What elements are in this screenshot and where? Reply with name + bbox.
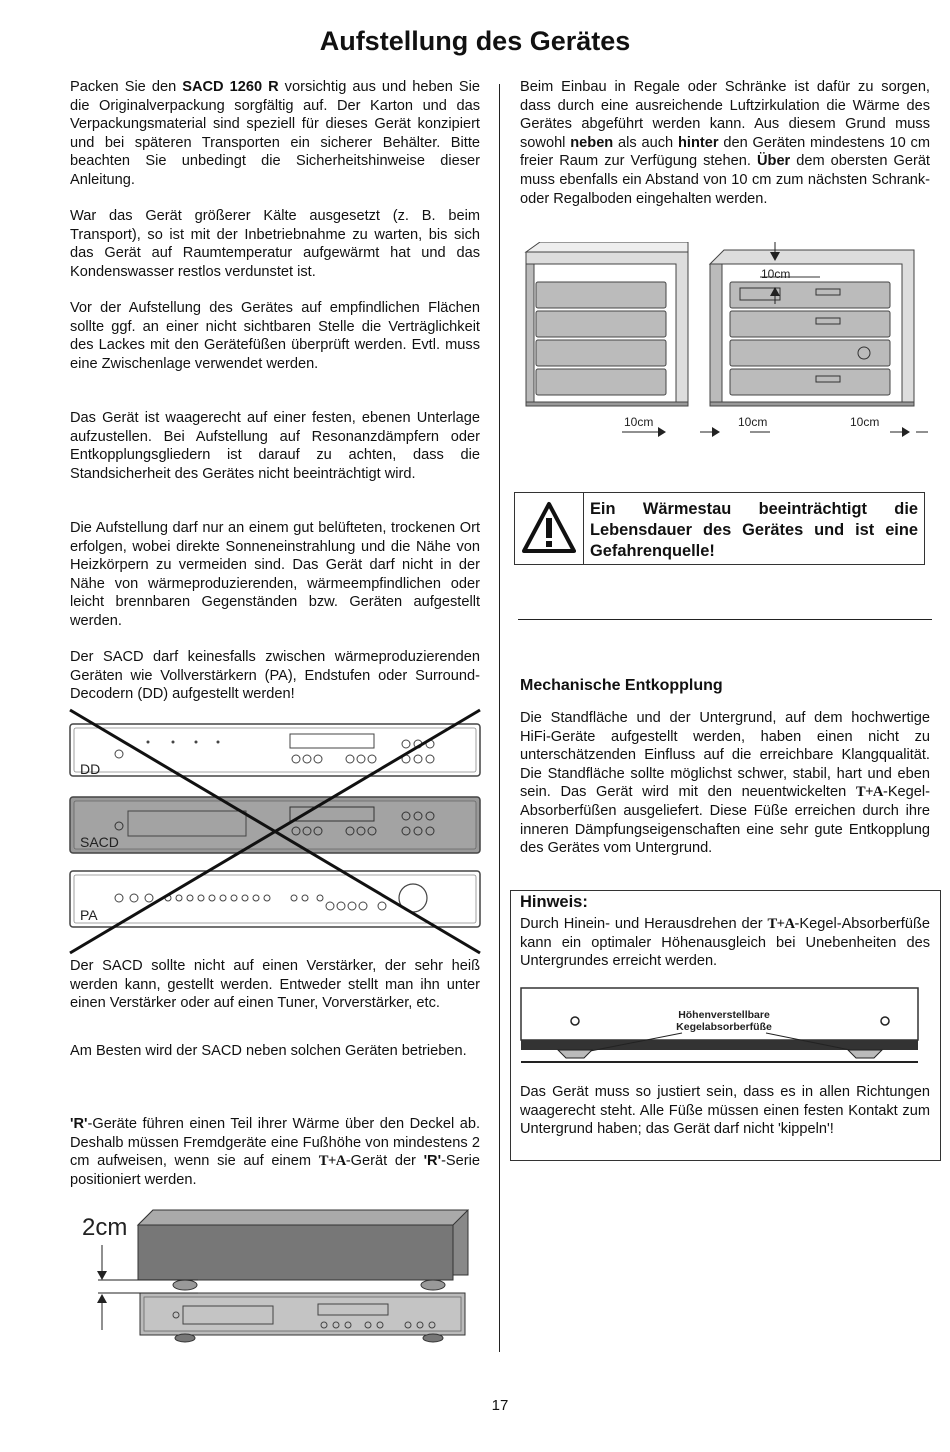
amplifier-paragraph: Der SACD sollte nicht auf einen Verstärker, der sehr heiß werden kann, gestellt werden. Entweder stellt man ihn unter einen Verstärker oder auf einen Tuner, Vorverstärker, etc. <box>70 958 480 1012</box>
cabinet-left <box>526 242 688 406</box>
shelf-figure <box>520 242 930 442</box>
dd-unit <box>70 724 480 777</box>
cold-paragraph: War das Gerät größerer Kälte ausgesetzt (z. B. beim Transport), so ist mit der Inbetriebnahme zu warten, bis sich das Gerät auf Raumtemperatur aufgewärmt hat und das Kondenswasser restlos verdunstet ist. <box>70 208 480 280</box>
mech-paragraph: Die Standfläche und der Untergrund, auf dem hochwertige HiFi-Geräte aufgestellt werden, haben einen nicht zu unterschätzenden Einfluss auf die erreichbare Klangqualität. Die Standfläche sollte möglichst schwer, stabil, hart und eben sein. Das Gerät wird mit den neuentwickelten T+A-Kegel-Absorberfüßen ausgeliefert. Diese Füße erreichen durch ihre inneren Dämpfungseigenschaften eine sehr gute Entkopplung des Gerätes vom Untergrund. <box>520 710 930 857</box>
side-by-side-paragraph: Am Besten wird der SACD neben solchen Geräten betrieben. <box>70 1043 467 1059</box>
ventilation-space-paragraph: Beim Einbau in Regale oder Schränke ist dafür zu sorgen, dass durch eine ausreichende Luftzirkulation die Wärme des Gerätes abgeführt werden kann. Aus diesem Grund muss sowohl neben als auch hinter den Geräten mindestens 10 cm freier Raum zur Verfügung stehen. Über dem obersten Gerät muss ebenfalls ein Abstand von 10 cm zum nächsten Schrank- oder Regalboden eingehalten werden. <box>520 79 931 207</box>
heat-devices-paragraph: Der SACD darf keinesfalls zwischen wärmeproduzierenden Geräten wie Vollverstärkern (PA), Endstufen oder Surround-Decodern (DD) aufgestellt werden! <box>70 649 480 703</box>
warning-icon <box>522 501 576 555</box>
ta-logo: T+A <box>318 1153 346 1170</box>
sacd-unit <box>70 797 480 853</box>
level-hint-paragraph: Das Gerät muss so justiert sein, dass es in allen Richtungen waagerecht steht. Alle Füße müssen einen festen Kontakt zum Untergrund haben; das Gerät darf nicht 'kippeln'! <box>520 1084 930 1138</box>
hint-title: Hinweis: <box>520 893 588 911</box>
page-number: 17 <box>491 1397 509 1414</box>
surface-paragraph: Vor der Aufstellung des Gerätes auf empfindlichen Flächen sollte ggf. an einer nicht sichtbaren Stelle die Verträglichkeit des Lackes mit den Gerätefüßen überprüft werden. Evtl. muss eine Zwischenlage verwendet werden. <box>70 300 480 372</box>
shelf-bottom-label-3: 10cm <box>850 415 880 429</box>
warning-box <box>514 492 925 565</box>
r-series-paragraph: 'R'-Geräte führen einen Teil ihrer Wärme über den Deckel ab. Deshalb müssen Fremdgeräte eine Fußhöhe von mindestens 2 cm aufweisen, wenn sie auf einem T+A-Gerät der 'R'-Serie positioniert werden. <box>70 1116 480 1188</box>
warning-icon-cell <box>515 493 584 564</box>
column-divider <box>499 84 500 1352</box>
stack-figure <box>68 708 482 958</box>
feet-label-2: Kegelabsorberfüße <box>676 1021 772 1033</box>
feet-label-1: Höhenverstellbare <box>678 1009 770 1021</box>
section-divider <box>518 619 932 620</box>
shelf-bottom-label-1: 10cm <box>624 415 654 429</box>
cabinet-right <box>710 242 914 406</box>
feet-figure <box>520 986 920 1068</box>
mech-heading: Mechanische Entkopplung <box>520 677 723 694</box>
level-paragraph: Das Gerät ist waagerecht auf einer festen, ebenen Unterlage aufzustellen. Bei Aufstellung auf Resonanzdämpfern oder Entkopplungsgliedern ist darauf zu achten, dass die Standsicherheit des Gerätes nicht beeinträchtigt wird. <box>70 410 480 482</box>
warning-text: Ein Wärmestau beeinträchtigt die Lebensdauer des Gerätes und ist eine Gefahrenquelle! <box>590 500 918 560</box>
foot-height-figure <box>78 1205 472 1350</box>
sacd-label: SACD <box>80 834 119 850</box>
model-name: SACD 1260 R <box>182 79 279 95</box>
hint-paragraph: Durch Hinein- und Herausdrehen der T+A-Kegel-Absorberfüße kann ein optimaler Höhenausgleich bei Unebenheiten des Untergrundes erreicht werden. <box>520 916 930 970</box>
shelf-bottom-label-2: 10cm <box>738 415 768 429</box>
intro-paragraph: Packen Sie den SACD 1260 R vorsichtig aus und heben Sie die Originalverpackung sorgfältig auf. Der Karton und das Verpackungsmaterial sind speziell für dieses Gerät konzipiert und bei späteren Transporten ein sicherer Behälter. Bitte beachten Sie unbedingt die Sicherheitshinweise dieser Anleitung. <box>70 79 480 188</box>
page-title: Aufstellung des Gerätes <box>319 26 631 56</box>
dd-label: DD <box>80 761 101 777</box>
ventilation-paragraph: Die Aufstellung darf nur an einem gut belüfteten, trockenen Ort erfolgen, wobei direkte Sonneneinstrahlung und die Nähe von Heizkörpern zu vermeiden sind. Das Gerät darf nicht in der Nähe von wärmeproduzierenden, wärmeempfindlichen oder leicht brennbaren Gegenständen bzw. Geräten aufgestellt werden. <box>70 520 480 629</box>
ta-logo: T+A <box>855 784 883 801</box>
pa-unit <box>70 871 480 927</box>
shelf-top-label: 10cm <box>761 267 791 281</box>
pa-label: PA <box>80 907 98 923</box>
foot-height-label: 2cm <box>82 1214 128 1241</box>
ta-logo: T+A <box>767 916 795 932</box>
